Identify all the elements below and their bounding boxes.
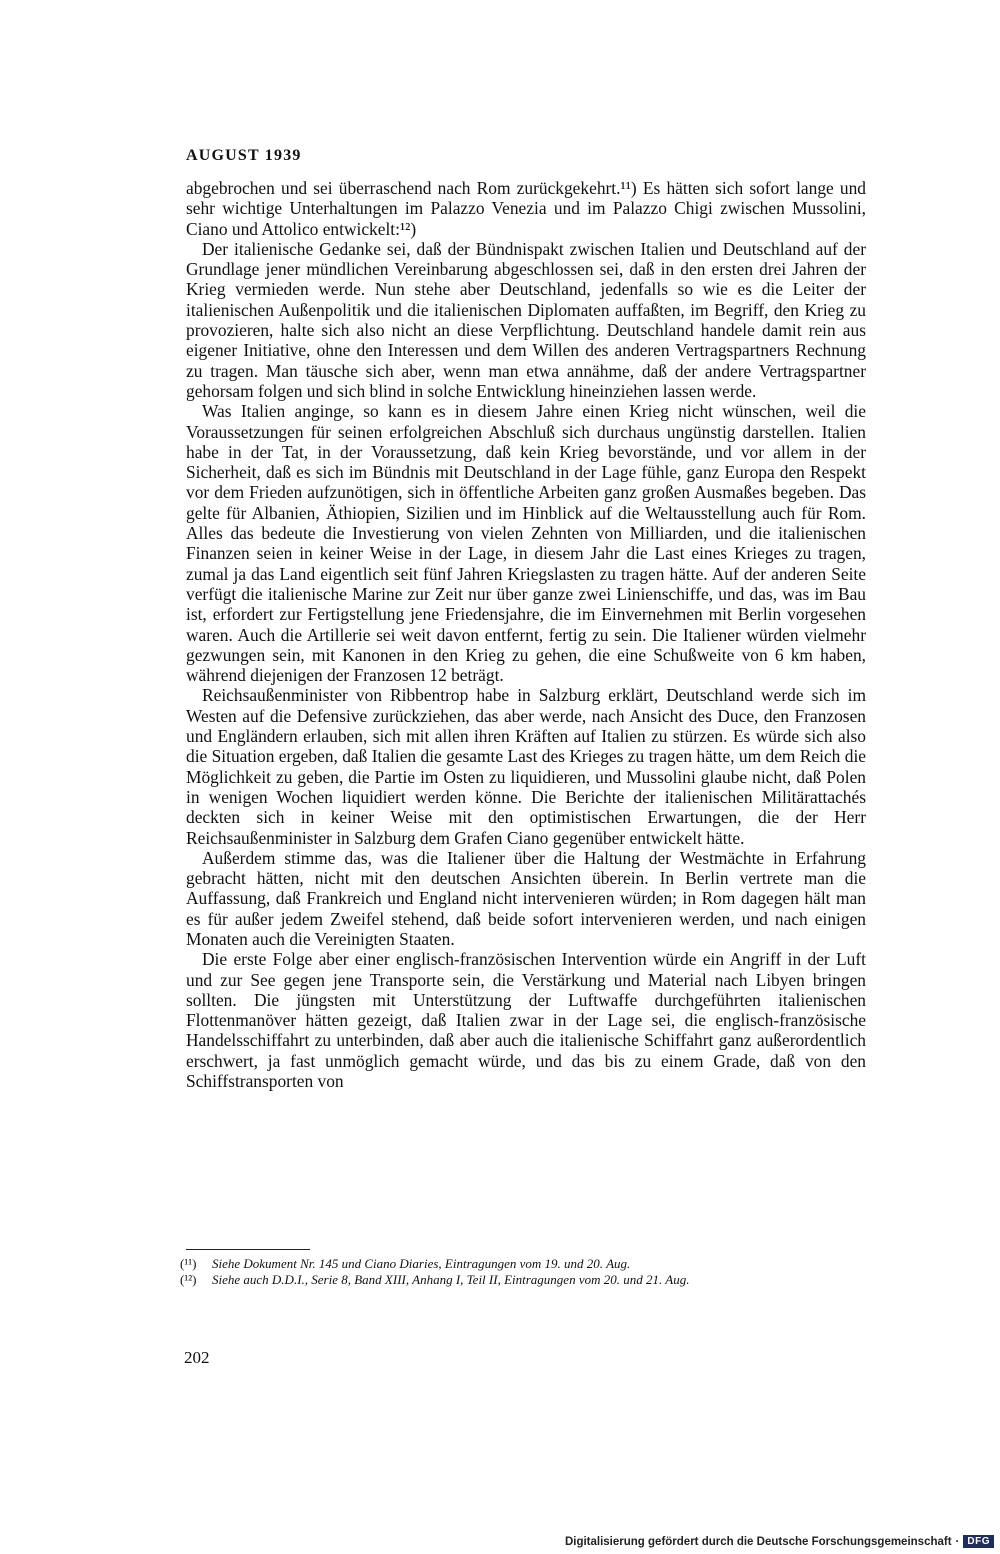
paragraph-6: Die erste Folge aber einer englisch-französischen Intervention würde ein Angriff in der Luft und zur See gegen jene Transporte sein, die Verstärkung und Material nach Libyen bringen sollten. Die jüngsten mit Unterstützung der Luftwaffe durchgeführten italienischen Flottenmanöver hätten gezeigt, daß Italien zwar in der Lage sei, die englisch-französische Handelsschiffahrt zu unterbinden, daß aber auch die italienische Schiffahrt ganz außerordentlich erschwert, ja fast unmöglich gemacht würde, und das bis zu einem Grade, daß von den Schiffstransporten von [186,949,866,1092]
credit-text: Digitalisierung gefördert durch die Deutsche Forschungsgemeinschaft [564,1535,952,1548]
paragraph-3: Was Italien anginge, so kann es in diesem Jahre einen Krieg nicht wünschen, weil die Voraussetzungen für seinen erfolgreichen Abschluß sich durchaus ungünstig darstellen. Italien habe in der Tat, in der Voraussetzung, daß kein Krieg bevorstände, und vor allem in der Sicherheit, daß es sich im Bündnis mit Deutschland in der Lage fühle, ganz Europa den Respekt vor dem Frieden aufzunötigen, sich in öffentliche Arbeiten ganz großen Ausmaßes begeben. Das gelte für Albanien, Äthiopien, Sizilien und im Hinblick auf die Weltausstellung auch für Rom. Alles das bedeute die Investierung von vielen Zehnten von Milliarden, und die italienischen Finanzen seien in keiner Weise in der Lage, in diesem Jahr die Last eines Krieges zu tragen, zumal ja das Land eigentlich seit fünf Jahren Kriegslasten zu tragen hätte. Auf der anderen Seite verfügt die italienische Marine zur Zeit nur über ganze zwei Linienschiffe, und das, was im Bau ist, erfordert zur Fertigstellung jene Friedensjahre, die im Einvernehmen mit Berlin vorgesehen waren. Auch die Artillerie sei weit davon entfernt, fertig zu sein. Die Italiener würden vielmehr gezwungen sein, mit Kanonen in den Krieg zu gehen, die eine Schußweite von 6 km haben, während diejenigen der Franzosen 12 beträgt. [186,401,866,686]
paragraph-1: abgebrochen und sei überraschend nach Rom zurückgekehrt.¹¹) Es hätten sich sofort lange und sehr wichtige Unterhaltungen im Palazzo Venezia und im Palazzo Chigi zwischen Mussolini, Ciano und Attolico entwickelt:¹²) [186,178,866,239]
footnote-mark: (¹²) [180,1272,197,1287]
digitization-credit [565,1535,994,1548]
page-number: 202 [184,1348,210,1367]
footnote-text: Siehe auch D.D.I., Serie 8, Band XIII, Anhang I, Teil II, Eintragungen vom 20. und 21. Aug. [212,1272,690,1287]
footnote-11 [180,1256,870,1272]
credit-separator: · [955,1535,960,1548]
paragraph-4: Reichsaußenminister von Ribbentrop habe in Salzburg erklärt, Deutschland werde sich im Westen auf die Defensive zurückziehen, das aber werde, nach Ansicht des Duce, den Franzosen und Engländern erlauben, sich mit allen ihren Kräften auf Italien zu stürzen. Es würde sich also die Situation ergeben, daß Italien die gesamte Last des Krieges zu tragen hätte, um dem Reich die Möglichkeit zu geben, die Partie im Osten zu liquidieren, und Mussolini glaube nicht, daß Polen in wenigen Wochen liquidiert werden könne. Die Berichte der italienischen Militärattachés deckten sich in keiner Weise mit den optimistischen Erwartungen, die der Herr Reichsaußenminister in Salzburg dem Grafen Ciano gegenüber entwickelt hätte. [186,685,866,848]
body-text [186,178,866,1091]
footnote-mark: (¹¹) [180,1256,197,1271]
footnote-12 [180,1272,870,1288]
paragraph-5: Außerdem stimme das, was die Italiener über die Haltung der Westmächte in Erfahrung gebracht hätten, nicht mit den deutschen Ansichten überein. In Berlin vertrete man die Auffassung, daß Frankreich und England nicht intervenieren würden; in Rom dagegen hält man es für außer jedem Zweifel stehend, daß beide sofort intervenieren werden, und nach einigen Monaten auch die Vereinigten Staaten. [186,847,866,949]
paragraph-2: Der italienische Gedanke sei, daß der Bündnispakt zwischen Italien und Deutschland auf der Grundlage jener mündlichen Vereinbarung abgeschlossen sei, daß in den ersten drei Jahren der Krieg vermieden werde. Nun stehe aber Deutschland, jedenfalls so wie es die Leiter der italienischen Außenpolitik und die italienischen Diplomaten auffaßten, im Begriff, den Krieg zu provozieren, halte sich also nicht an diese Verpflichtung. Deutschland handele damit rein aus eigener Initiative, ohne den Interessen und dem Willen des anderen Vertragspartners Rechnung zu tragen. Man täusche sich aber, wenn man etwa annähme, daß der andere Vertragspartner gehorsam folgen und sich blind in solche Entwicklung hineinziehen lassen werde. [186,238,866,401]
footnotes [180,1256,870,1288]
dfg-logo-icon: DFG [963,1535,994,1548]
footnote-rule [186,1249,310,1250]
running-head: AUGUST 1939 [186,147,302,164]
footnote-text: Siehe Dokument Nr. 145 und Ciano Diaries, Eintragungen vom 19. und 20. Aug. [212,1256,631,1271]
